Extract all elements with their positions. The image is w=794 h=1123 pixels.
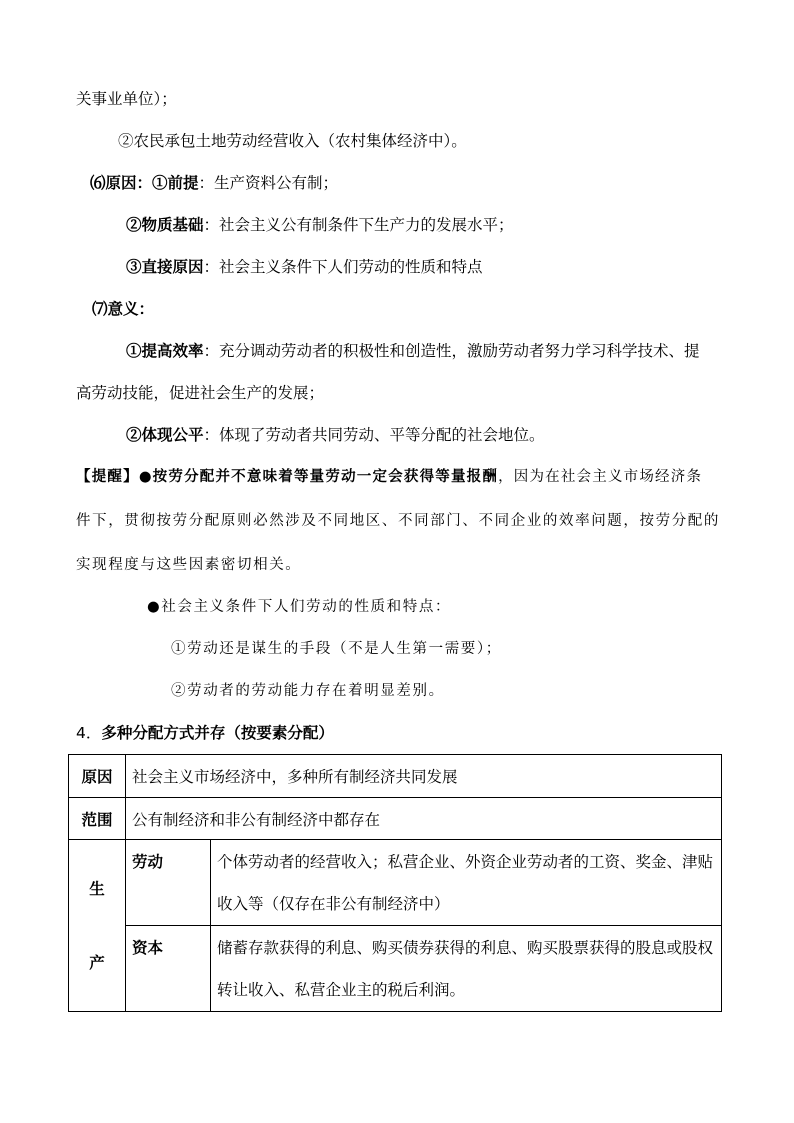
reminder-text: 实现程度与这些因素密切相关。 bbox=[76, 557, 302, 573]
sub-row-label: 资本 bbox=[126, 926, 211, 1012]
text-line bbox=[118, 131, 467, 151]
efficiency-text: ：充分调动劳动者的积极性和创造性，激励劳动者努力学习科学技术、提 bbox=[203, 342, 700, 360]
direct-label: ③直接原因 bbox=[126, 257, 204, 276]
content-line: 储蓄存款获得的利息、购买债券获得的利息、购买股票获得的股息或股权 bbox=[217, 938, 714, 957]
group-label-top: 生 bbox=[89, 878, 105, 898]
reminder-text: ，因为在社会主义市场经济条 bbox=[498, 469, 703, 485]
efficiency-line bbox=[126, 341, 700, 361]
material-label: ②物质基础 bbox=[126, 215, 204, 234]
reminder-line bbox=[76, 511, 720, 531]
content-line: 收入等（仅存在非公有制经济中） bbox=[217, 894, 450, 913]
section-heading bbox=[76, 723, 334, 743]
material-text: ：社会主义公有制条件下生产力的发展水平； bbox=[203, 216, 514, 234]
reason-heading: ⑹原因： bbox=[90, 173, 153, 192]
fairness-text: ：体现了劳动者共同劳动、平等分配的社会地位。 bbox=[203, 426, 545, 444]
efficiency-line-continued bbox=[76, 383, 324, 403]
direct-text: ：社会主义条件下人们劳动的性质和特点 bbox=[203, 258, 483, 276]
sub-row-content bbox=[211, 926, 722, 1012]
table-row bbox=[69, 840, 722, 926]
reminder-text: 件下，贯彻按劳分配原则必然涉及不同地区、不同部门、不同企业的效率问题，按劳分配的 bbox=[76, 513, 720, 529]
reminder-line bbox=[76, 555, 301, 575]
reminder-tag: 【提醒】 bbox=[76, 468, 139, 485]
reminder-item bbox=[171, 639, 502, 659]
text-line bbox=[76, 89, 177, 109]
content-line: 转让收入、私营企业主的税后利润。 bbox=[217, 980, 466, 999]
group-label-bottom: 产 bbox=[89, 952, 105, 972]
sub-row-content bbox=[211, 840, 722, 926]
reminder-line bbox=[76, 467, 702, 487]
reminder-emphasis: ●按劳分配并不意味着等量劳动一定会获得等量报酬 bbox=[138, 468, 499, 485]
sub-row-label: 劳动 bbox=[126, 840, 211, 926]
section-number: 4． bbox=[76, 724, 102, 742]
item-text: ②劳动者的劳动能力存在着明显差别。 bbox=[171, 683, 445, 699]
reason-material-line bbox=[126, 215, 514, 235]
table-row bbox=[69, 755, 722, 798]
fairness-label: ②体现公平 bbox=[126, 425, 204, 444]
text-segment: 关事业单位）； bbox=[76, 90, 177, 108]
text-segment: ②农民承包土地劳动经营收入（农村集体经济中）。 bbox=[118, 132, 467, 150]
reason-premise-line bbox=[90, 173, 338, 193]
significance-heading bbox=[92, 299, 154, 319]
row-content: 社会主义市场经济中，多种所有制经济共同发展 bbox=[126, 755, 722, 798]
distribution-table bbox=[68, 754, 722, 1012]
group-label bbox=[69, 840, 126, 1012]
row-content: 公有制经济和非公有制经济中都存在 bbox=[126, 798, 722, 840]
significance-heading-text: ⑺意义： bbox=[92, 299, 155, 318]
bullet-text: ●社会主义条件下人们劳动的性质和特点： bbox=[147, 599, 452, 615]
efficiency-label: ①提高效率 bbox=[126, 341, 204, 360]
table-row bbox=[69, 926, 722, 1012]
item-text: ①劳动还是谋生的手段（不是人生第一需要）； bbox=[171, 641, 502, 657]
premise-text: ：生产资料公有制； bbox=[198, 174, 339, 192]
row-label: 原因 bbox=[69, 755, 126, 798]
fairness-line bbox=[126, 425, 545, 445]
reminder-item bbox=[171, 681, 445, 701]
table-row bbox=[69, 798, 722, 840]
reminder-bullet bbox=[147, 597, 451, 617]
premise-label: ①前提 bbox=[152, 173, 199, 192]
reason-direct-line bbox=[126, 257, 483, 277]
row-label: 范围 bbox=[69, 798, 126, 840]
section-title: 多种分配方式并存（按要素分配） bbox=[101, 724, 334, 742]
content-line: 个体劳动者的经营收入；私营企业、外资企业劳动者的工资、奖金、津贴 bbox=[217, 852, 714, 871]
efficiency-text-continued: 高劳动技能，促进社会生产的发展； bbox=[76, 384, 325, 402]
